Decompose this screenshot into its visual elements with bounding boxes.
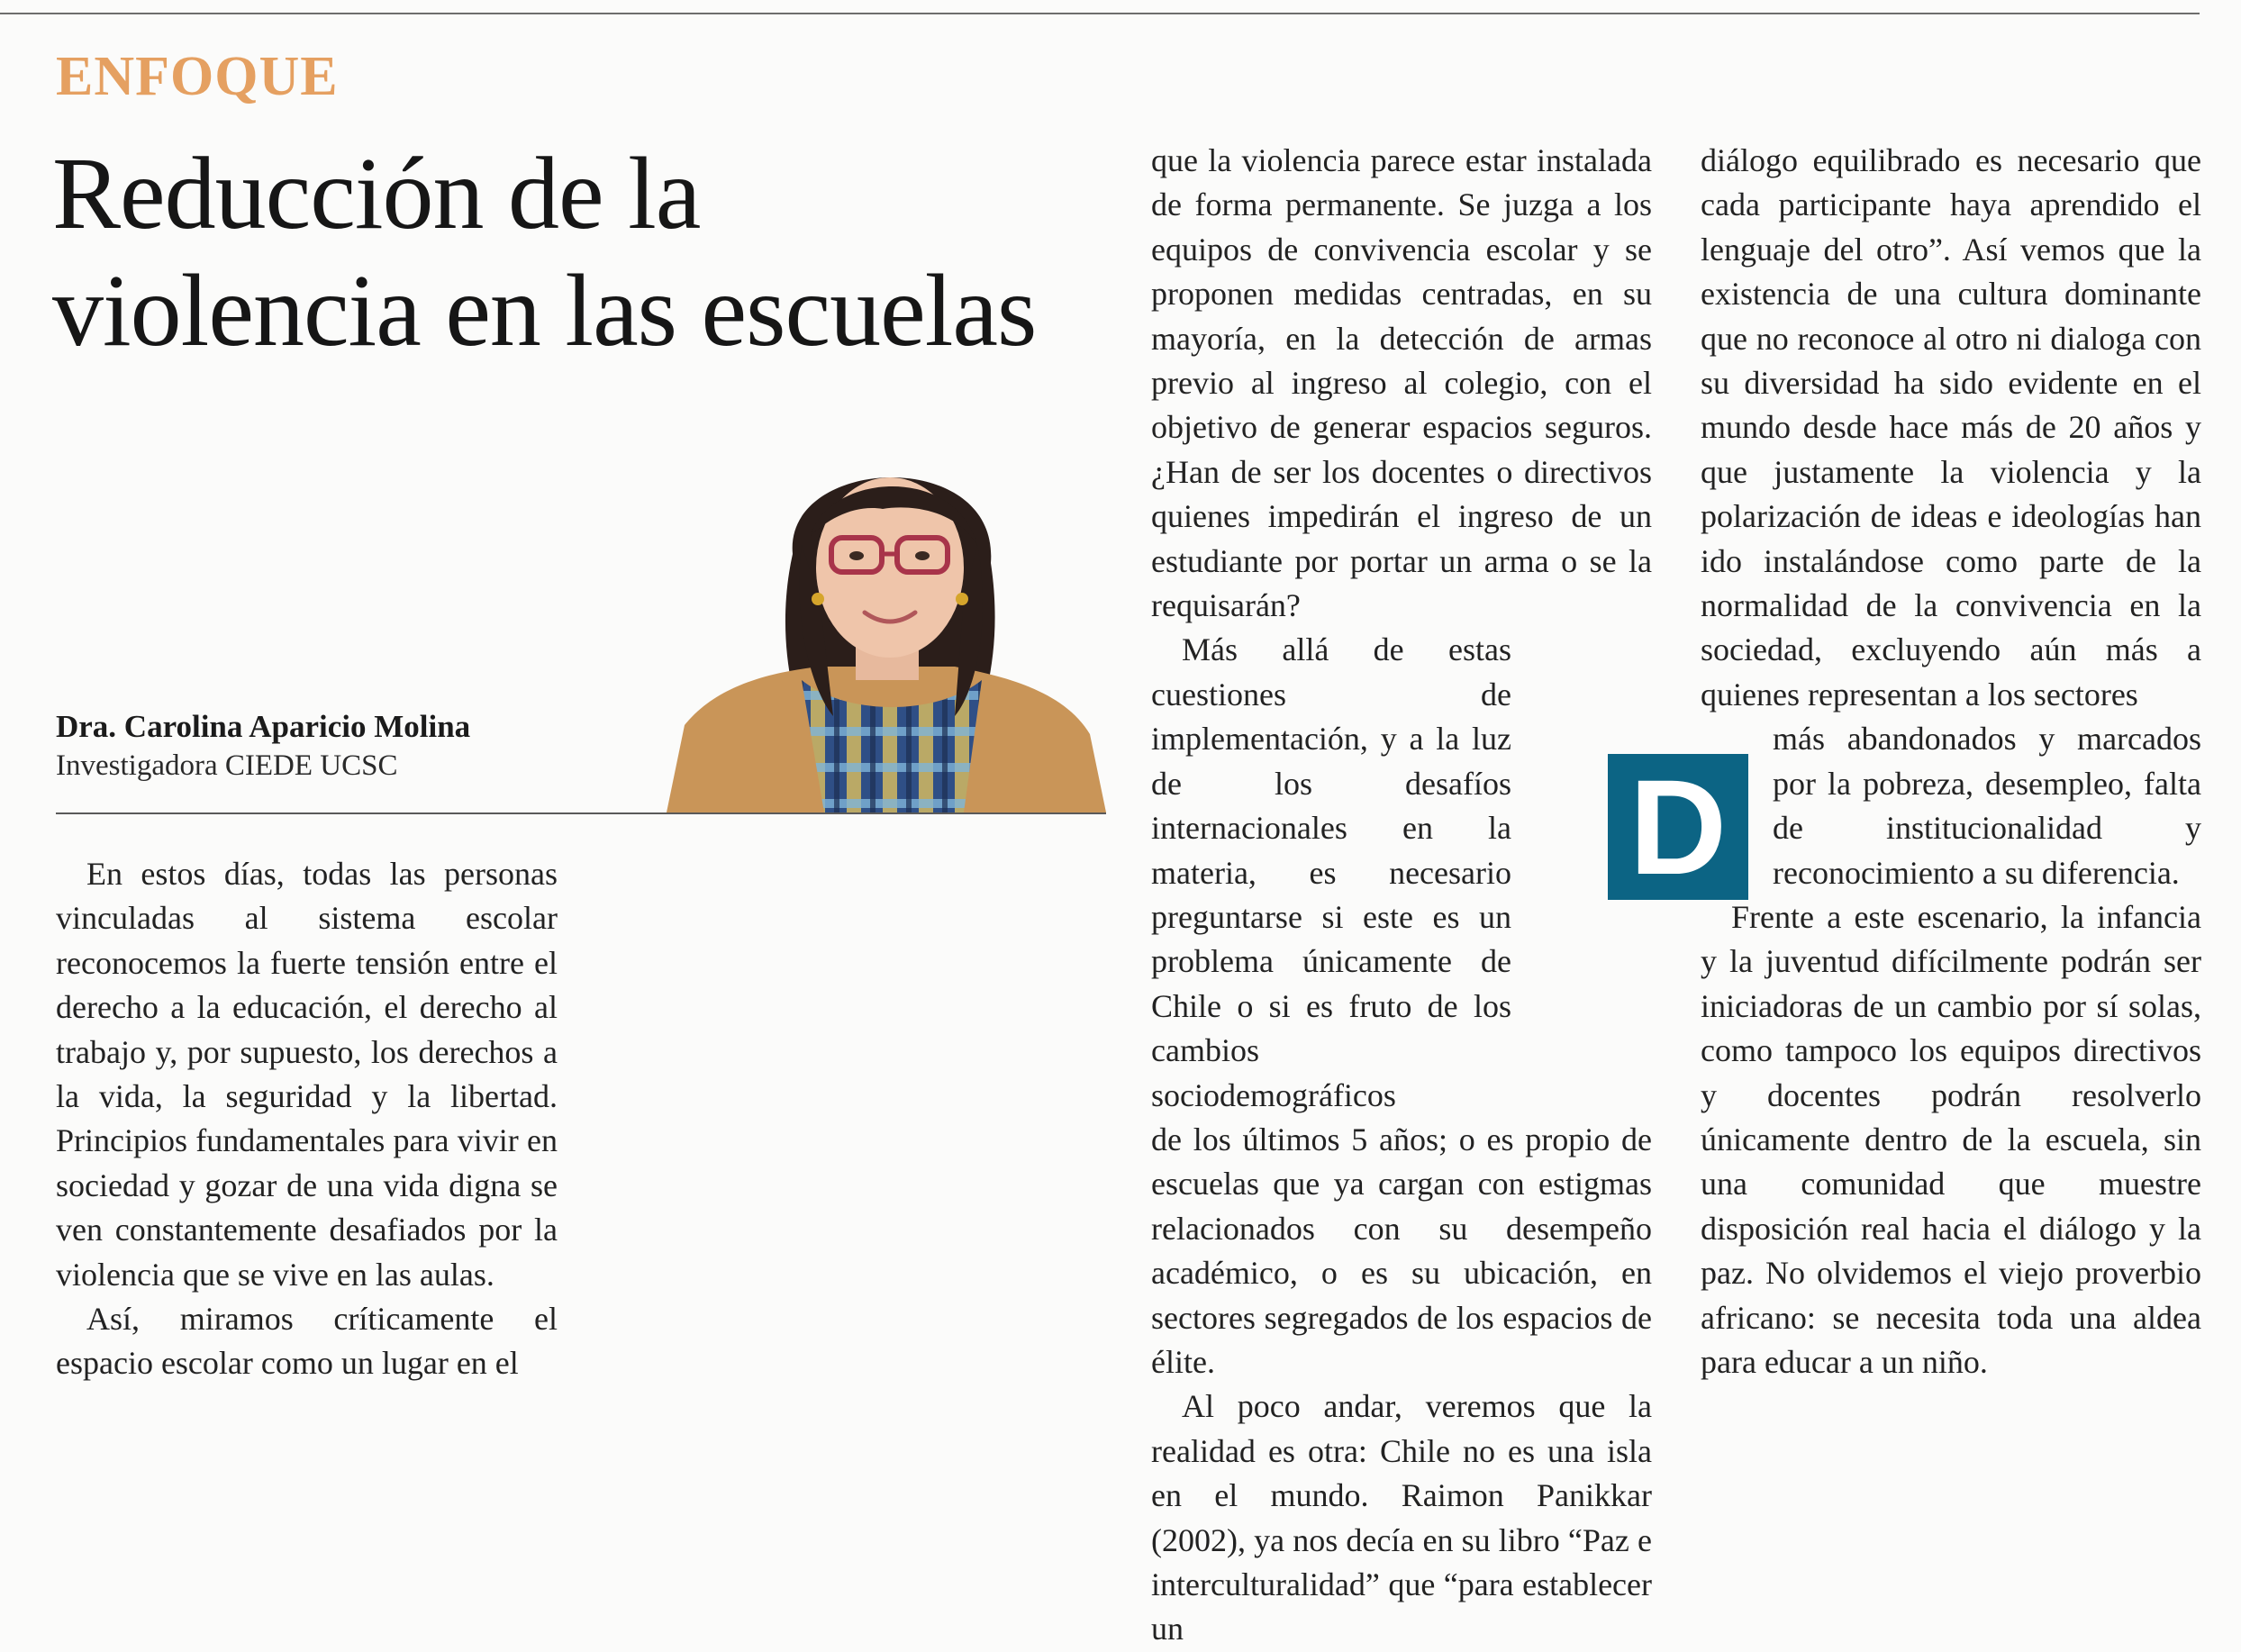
paragraph-text: diálogo equilibrado es necesario que cada participante haya aprendido el lenguaje del otro”. Así vemos que la existencia de una cultura dominante que no reconoce al otro ni dialoga con su diversidad ha sido evidente en el mundo desde hace más de 20 años y que justamente la violencia y la polarización de ideas e ideologías han ido instalándose como parte de la normalidad de la convivencia en la sociedad, excluyendo aún más a quienes representan a los sectores bbox=[1701, 142, 2201, 713]
author-photo bbox=[667, 419, 1106, 812]
top-rule bbox=[0, 13, 2200, 14]
headline-line-2: violencia en las escuelas bbox=[52, 253, 1037, 368]
author-role: Investigadora CIEDE UCSC bbox=[56, 749, 398, 782]
paragraph bbox=[1701, 139, 2201, 895]
paragraph: Al poco andar, veremos que la realidad es otra: Chile no es una isla en el mundo. Raimon Panikkar (2002), ya nos decía en su libro “Paz e interculturalidad” que “para establecer un bbox=[1151, 1388, 1652, 1647]
paragraph: En estos días, todas las personas vinculadas al sistema escolar reconocemos la fuerte tensión entre el derecho a la educación, el derecho al trabajo y, por supuesto, los derechos a la vida, la seguridad y la libertad. Principios fundamentales para vivir en sociedad y gozar de una vida digna se ven constantemente desafiados por la violencia que se vive en las aulas. bbox=[56, 856, 558, 1293]
paragraph: Así, miramos críticamente el espacio escolar como un lugar en el bbox=[56, 1301, 558, 1382]
paragraph: Frente a este escenario, la infancia y la juventud difícilmente podrán ser iniciadoras de un cambio por sí solas, como tampoco los equipos directivos y docentes podrán resolverlo únicamente dentro de la escuela, sin una comunidad que muestre disposición real hacia el diálogo y la paz. No olvidemos el viejo proverbio africano: se necesita toda una aldea para educar a un niño. bbox=[1701, 898, 2201, 1380]
section-label: ENFOQUE bbox=[56, 46, 339, 107]
paragraph bbox=[1151, 628, 1652, 1384]
author-block bbox=[56, 707, 470, 785]
headline-line-1: Reducción de la bbox=[52, 136, 701, 250]
article-column-1 bbox=[56, 852, 558, 1386]
article-column-2 bbox=[1151, 139, 1652, 1652]
paragraph-wrapped-text: Más allá de estas cuestiones de implementación, y a la luz de los desafíos internacionales en la materia, es necesario preguntarse si este es un problema únicamente de Chile o si es fruto de los cambios sociodemográficos bbox=[1151, 631, 1511, 1113]
drop-cap: D bbox=[1608, 754, 1748, 900]
divider-rule bbox=[56, 812, 1106, 814]
paragraph-text: de los últimos 5 años; o es propio de escuelas que ya cargan con estigmas relacionados con su desempeño académico, o es su ubicación, en sectores segregados de los espacios de élite. bbox=[1151, 1121, 1652, 1380]
paragraph-text-beside-dropcap: más abandonados y marcados por la pobreza, desempleo, falta de institucionalidad y reconocimiento a su diferencia. bbox=[1773, 721, 2201, 891]
paragraph: que la violencia parece estar instalada de forma permanente. Se juzga a los equipos de convivencia escolar y se proponen medidas centradas, en su mayoría, en la detección de armas previo al ingreso al colegio, con el objetivo de generar espacios seguros. ¿Han de ser los docentes o directivos quienes impedirán el ingreso de un estudiante por portar un arma o se la requisarán? bbox=[1151, 142, 1652, 624]
headline bbox=[52, 135, 1133, 369]
article-column-3 bbox=[1701, 139, 2201, 1384]
author-name: Dra. Carolina Aparicio Molina bbox=[56, 709, 471, 744]
